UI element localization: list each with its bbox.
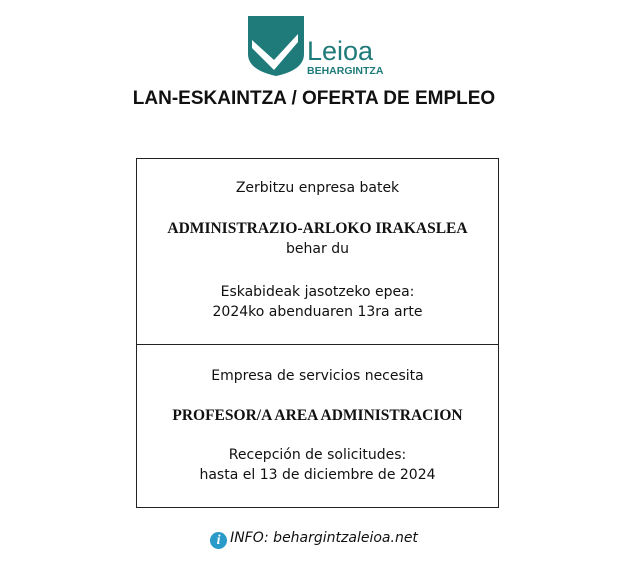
job-offer-box bbox=[136, 158, 499, 508]
leioa-behargintza-logo bbox=[246, 14, 396, 78]
basque-position: ADMINISTRAZIO-ARLOKO IRAKASLEA bbox=[167, 220, 468, 237]
info-link[interactable]: INFO: behargintzaleioa.net bbox=[230, 530, 418, 546]
basque-intro: Zerbitzu enpresa batek bbox=[235, 180, 400, 196]
spanish-deadline: hasta el 13 de diciembre de 2024 bbox=[199, 467, 436, 483]
basque-suffix: behar du bbox=[286, 241, 349, 257]
basque-deadline: 2024ko abenduaren 13ra arte bbox=[212, 304, 423, 320]
info-icon: i bbox=[210, 532, 227, 549]
spanish-deadline-label: Recepción de solicitudes: bbox=[228, 447, 407, 463]
basque-deadline-label: Eskabideak jasotzeko epea: bbox=[220, 284, 415, 300]
logo-shield-icon bbox=[246, 14, 396, 78]
basque-section bbox=[137, 159, 498, 344]
info-line bbox=[0, 530, 628, 549]
spanish-section bbox=[137, 345, 498, 507]
svg-text:Leioa: Leioa bbox=[307, 36, 374, 66]
page-title: LAN-ESKAINTZA / OFERTA DE EMPLEO bbox=[132, 88, 496, 109]
svg-text:BEHARGINTZA: BEHARGINTZA bbox=[307, 65, 384, 77]
spanish-intro: Empresa de servicios necesita bbox=[211, 368, 424, 384]
spanish-position: PROFESOR/A AREA ADMINISTRACION bbox=[172, 407, 463, 424]
